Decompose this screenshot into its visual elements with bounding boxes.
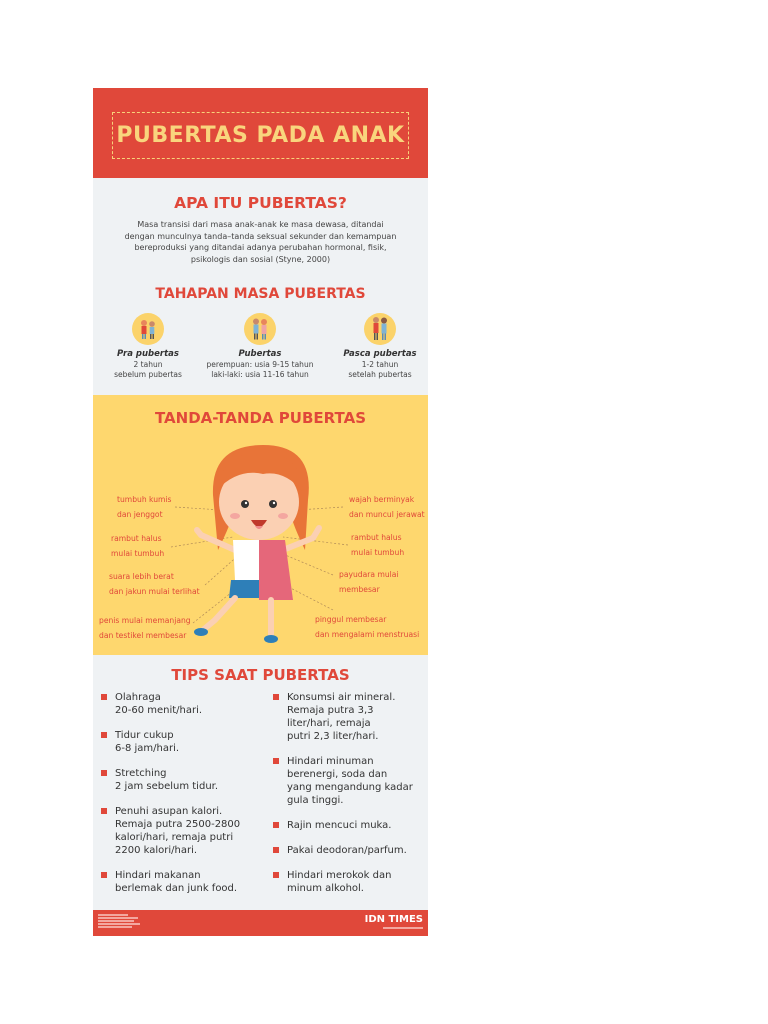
sign-text-line: tumbuh kumis xyxy=(117,495,172,504)
tip-text: Olahraga 20-60 menit/hari. xyxy=(115,692,203,716)
title-frame xyxy=(112,112,409,159)
tip-text: Hindari makanan berlemak dan junk food. xyxy=(115,870,238,894)
girl-illustration xyxy=(193,440,333,650)
bullet-square-icon xyxy=(101,808,107,814)
stage-desc-line1: 2 tahun xyxy=(133,360,163,369)
tip-text: Rajin mencuci muka. xyxy=(287,820,392,831)
bullet-square-icon xyxy=(273,694,279,700)
tips-list-right xyxy=(273,691,428,907)
sign-text-line: dan testikel membesar xyxy=(99,631,187,640)
adults-icon xyxy=(364,313,396,345)
sign-text-line: penis mulai memanjang xyxy=(99,616,191,625)
tip-text: Konsumsi air mineral. Remaja putra 3,3 liter/hari, remaja putri 2,3 liter/hari. xyxy=(287,692,396,742)
sign-text-line: rambut halus xyxy=(351,533,402,542)
sign-left-2 xyxy=(111,531,164,561)
sign-text-line: dan jakun mulai terlihat xyxy=(109,587,200,596)
sign-text-line: pinggul membesar xyxy=(315,615,387,624)
sign-text-line: mulai tumbuh xyxy=(351,548,405,557)
tip-item xyxy=(101,805,269,857)
sign-text-line: dan jenggot xyxy=(117,510,163,519)
bullet-square-icon xyxy=(101,770,107,776)
sign-text-line: dan mengalami menstruasi xyxy=(315,630,420,639)
sign-text-line: dan muncul jerawat xyxy=(349,510,425,519)
tip-item xyxy=(101,767,269,793)
sign-left-3 xyxy=(109,569,200,599)
tip-item xyxy=(273,691,428,743)
teens-icon xyxy=(244,313,276,345)
bullet-square-icon xyxy=(273,758,279,764)
bullet-square-icon xyxy=(273,847,279,853)
sign-text-line: wajah berminyak xyxy=(349,495,415,504)
signs-heading: TANDA-TANDA PUBERTAS xyxy=(154,409,367,427)
stage-desc-line1: perempuan: usia 9-15 tahun xyxy=(206,360,314,369)
sign-right-2 xyxy=(351,530,404,560)
stage-name: Pubertas xyxy=(238,349,282,359)
stage-desc-line1: 1-2 tahun xyxy=(361,360,399,369)
bullet-square-icon xyxy=(101,872,107,878)
sign-text-line: payudara mulai xyxy=(339,570,399,579)
tip-item xyxy=(101,691,269,717)
tip-text: Hindari merokok dan minum alkohol. xyxy=(287,870,392,894)
tip-text: Stretching 2 jam sebelum tidur. xyxy=(115,768,219,792)
stage-desc-line2: setelah pubertas xyxy=(348,370,412,379)
stage-puberty xyxy=(205,313,315,380)
tip-item xyxy=(273,755,428,807)
stage-desc-line2: laki-laki: usia 11-16 tahun xyxy=(211,370,309,379)
sign-right-1 xyxy=(349,492,425,522)
tip-item xyxy=(101,729,269,755)
sign-right-4 xyxy=(315,612,419,642)
footer-bar xyxy=(93,910,428,936)
sign-right-3 xyxy=(339,567,399,597)
tip-item xyxy=(273,844,428,857)
sign-text-line: suara lebih berat xyxy=(109,572,174,581)
tip-text: Pakai deodoran/parfum. xyxy=(287,845,407,856)
tips-list-left xyxy=(101,691,269,907)
stage-desc-line2: sebelum pubertas xyxy=(114,370,182,379)
bullet-square-icon xyxy=(101,694,107,700)
sign-text-line: membesar xyxy=(339,585,380,594)
what-is-puberty-heading: APA ITU PUBERTAS? xyxy=(174,194,347,212)
children-icon xyxy=(132,313,164,345)
stage-post-puberty xyxy=(325,313,428,380)
tip-text: Hindari minuman berenergi, soda dan yang mengandung kadar gula tinggi. xyxy=(287,756,413,806)
sign-text-line: rambut halus xyxy=(111,534,162,543)
stages-heading: TAHAPAN MASA PUBERTAS xyxy=(155,286,366,302)
brand-credit-fine-print xyxy=(383,927,423,929)
tip-item xyxy=(273,869,428,895)
tip-text: Penuhi asupan kalori. Remaja putra 2500-2800 kalori/hari, remaja putri 2200 kalori/hari. xyxy=(115,806,241,856)
tip-item xyxy=(101,869,269,895)
stage-name: Pasca pubertas xyxy=(343,349,417,359)
bullet-square-icon xyxy=(273,822,279,828)
brand-logo: IDN TIMES xyxy=(364,914,423,925)
definition-text: Masa transisi dari masa anak-anak ke masa dewasa, ditandai dengan munculnya tanda–tanda seksual sekunder dan kemampuan bereproduksi yang ditandai adanya perubahan hormonal, fisik, psikologis dan sosial (Styne, 2000) xyxy=(124,220,397,264)
infographic-poster xyxy=(93,88,428,936)
tip-text: Tidur cukup 6-8 jam/hari. xyxy=(115,730,180,754)
sign-left-4 xyxy=(99,613,191,643)
sign-text-line: mulai tumbuh xyxy=(111,549,165,558)
header-banner xyxy=(93,88,428,178)
main-title: PUBERTAS PADA ANAK xyxy=(116,123,405,148)
stage-pre-puberty xyxy=(93,313,203,380)
bullet-square-icon xyxy=(273,872,279,878)
tip-item xyxy=(273,819,428,832)
signs-section xyxy=(93,395,428,655)
bullet-square-icon xyxy=(101,732,107,738)
sign-left-1 xyxy=(117,492,172,522)
stage-name: Pra pubertas xyxy=(117,349,179,359)
tips-heading: TIPS SAAT PUBERTAS xyxy=(171,666,350,684)
sources-fine-print xyxy=(98,913,158,929)
